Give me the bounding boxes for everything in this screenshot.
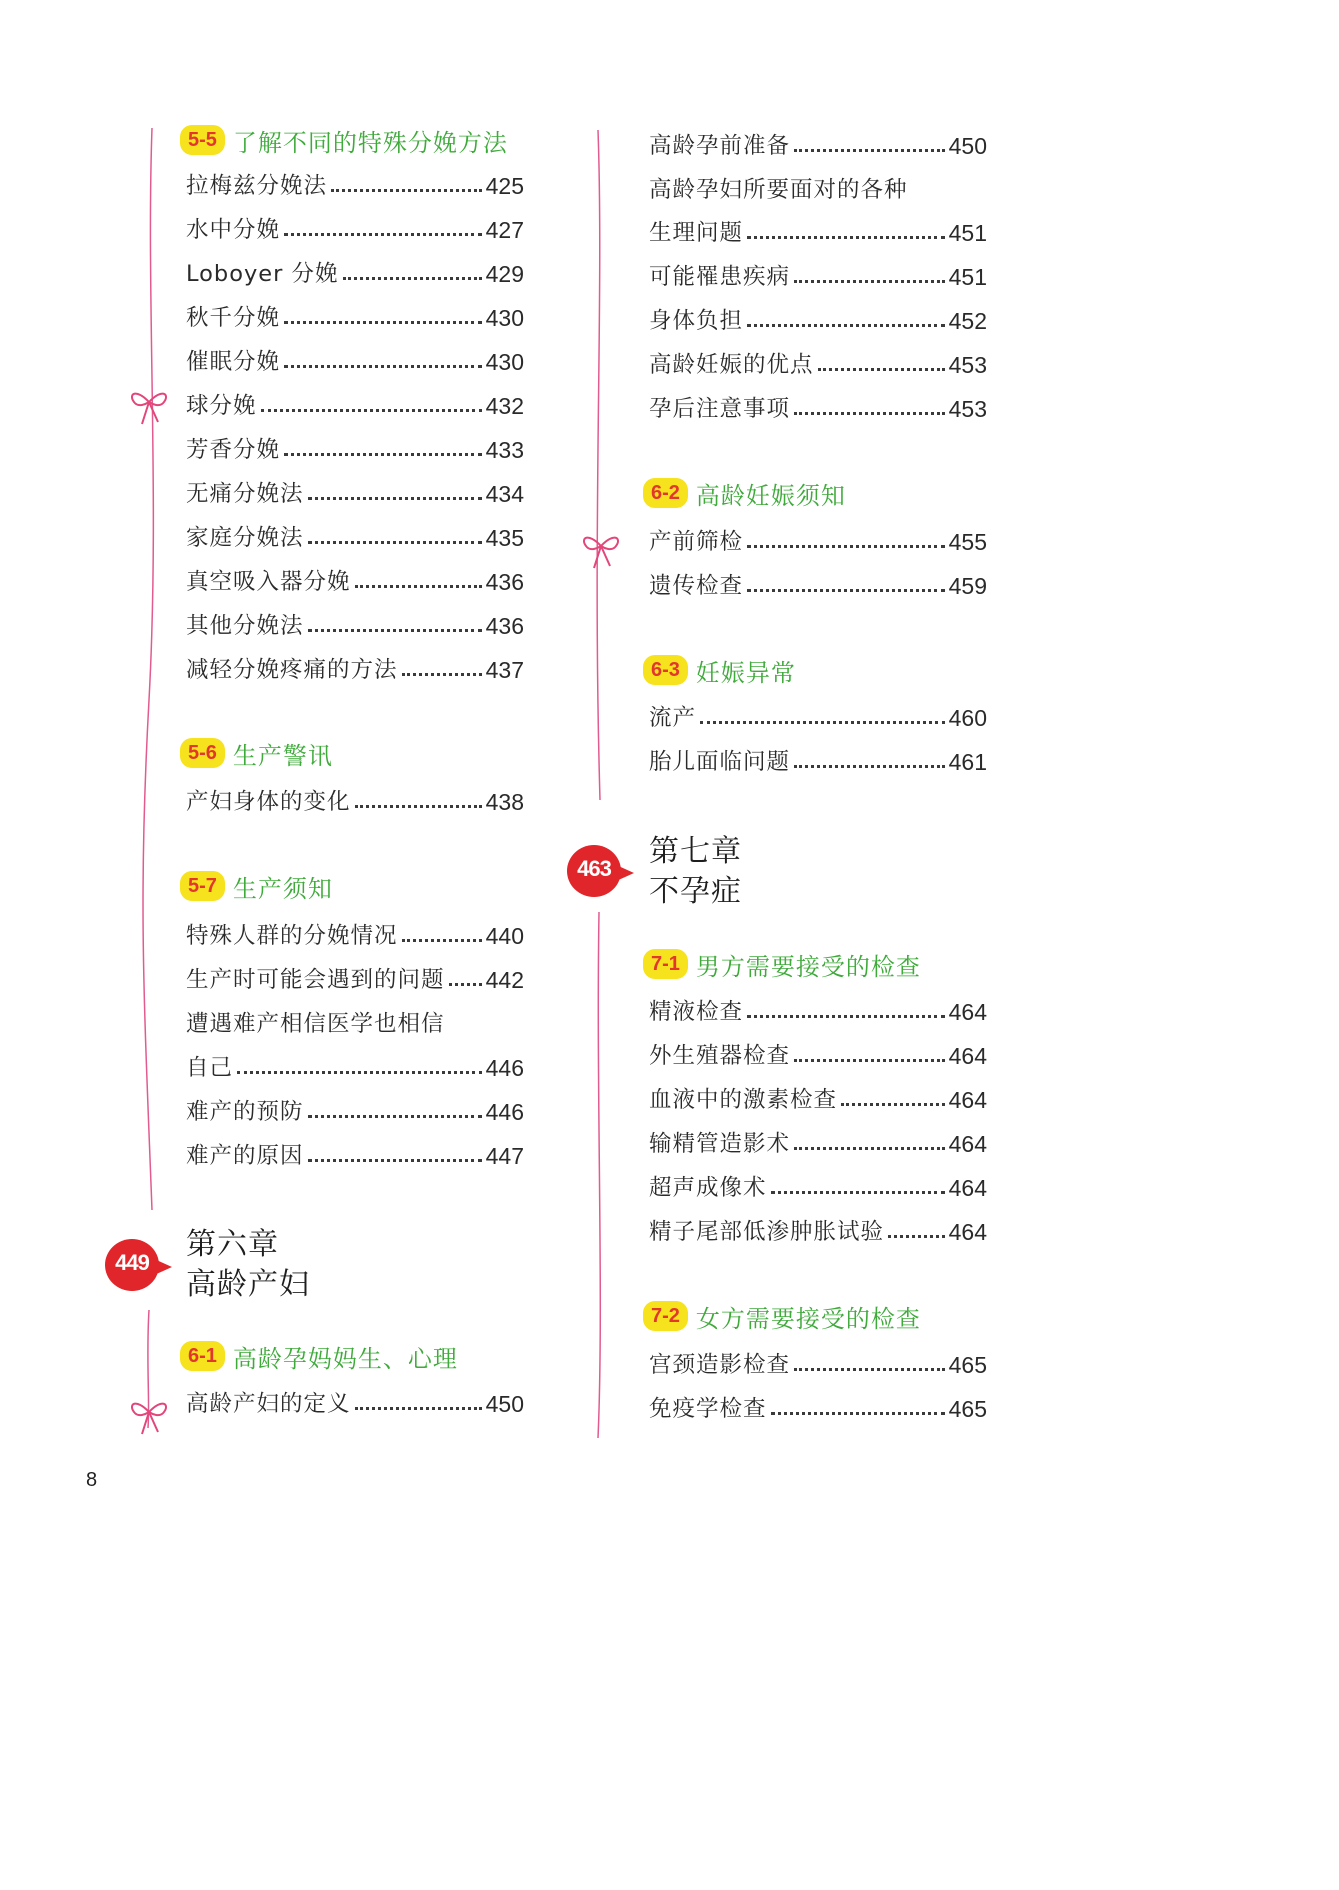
dot-leader — [794, 1147, 945, 1150]
section-title: 妊娠异常 — [695, 658, 796, 687]
toc-entry[interactable] — [649, 566, 987, 600]
section-title: 生产须知 — [232, 874, 333, 903]
dot-leader — [402, 939, 482, 942]
section-number: 5-7 — [180, 871, 225, 901]
chapter-name: 高龄产妇 — [186, 1267, 310, 1302]
section-number: 6-2 — [643, 478, 688, 508]
toc-entry[interactable] — [186, 1048, 524, 1082]
entry-title: 真空吸入器分娩 — [186, 569, 351, 595]
entry-page: 433 — [485, 437, 524, 463]
chapter-start-page: 463 — [577, 856, 611, 881]
entry-title: 生产时可能会遇到的问题 — [186, 967, 445, 993]
chapter-start-page: 449 — [115, 1250, 149, 1275]
section-number: 5-5 — [180, 125, 225, 155]
section-title: 生产警讯 — [232, 741, 333, 770]
entry-page: 435 — [485, 525, 524, 551]
toc-entry[interactable] — [649, 1124, 987, 1158]
entry-page: 436 — [485, 569, 524, 595]
entry-title: 产妇身体的变化 — [186, 789, 351, 815]
entry-title: 难产的原因 — [186, 1143, 304, 1169]
entry-title: 遗传检查 — [649, 573, 744, 599]
entry-title: 胎儿面临问题 — [649, 749, 791, 775]
toc-entry[interactable] — [649, 1036, 987, 1070]
dot-leader — [794, 280, 945, 283]
entry-page: 452 — [948, 308, 987, 334]
entry-page: 450 — [485, 1391, 524, 1417]
toc-entry[interactable] — [186, 606, 524, 640]
toc-entry[interactable] — [186, 518, 524, 552]
dot-leader — [794, 412, 945, 415]
entry-title: 难产的预防 — [186, 1099, 304, 1125]
section-header-7-2[interactable] — [643, 1298, 921, 1334]
entry-title: 水中分娩 — [186, 217, 281, 243]
chapter-title-7[interactable] — [649, 832, 742, 912]
dot-leader — [402, 673, 482, 676]
ribbon-bow-icon — [580, 526, 622, 570]
entry-page: 430 — [485, 349, 524, 375]
entry-title: 催眠分娩 — [186, 349, 281, 375]
dot-leader — [284, 233, 482, 236]
entry-page: 453 — [948, 396, 987, 422]
toc-entry-continued[interactable] — [649, 170, 908, 204]
toc-entry[interactable] — [649, 345, 987, 379]
dot-leader — [771, 1191, 945, 1194]
entry-page: 461 — [948, 749, 987, 775]
entry-title: 可能罹患疾病 — [649, 264, 791, 290]
entry-page: 464 — [948, 1131, 987, 1157]
toc-entry[interactable] — [186, 1092, 524, 1126]
entry-title: 无痛分娩法 — [186, 481, 304, 507]
toc-entry[interactable] — [186, 254, 524, 288]
toc-entry[interactable] — [649, 1389, 987, 1423]
entry-title: 特殊人群的分娩情况 — [186, 923, 398, 949]
section-header-5-7[interactable] — [180, 868, 333, 904]
section-number: 5-6 — [180, 738, 225, 768]
entry-title: 超声成像术 — [649, 1175, 767, 1201]
entry-title: 减轻分娩疼痛的方法 — [186, 657, 398, 683]
entry-title: 秋千分娩 — [186, 305, 281, 331]
entry-title: 其他分娩法 — [186, 613, 304, 639]
toc-entry[interactable] — [186, 430, 524, 464]
entry-page: 429 — [485, 261, 524, 287]
toc-entry[interactable] — [186, 298, 524, 332]
section-header-6-2[interactable] — [643, 475, 846, 511]
toc-entry[interactable] — [186, 562, 524, 596]
entry-page: 464 — [948, 1175, 987, 1201]
section-header-5-6[interactable] — [180, 735, 333, 771]
entry-title: 宫颈造影检查 — [649, 1352, 791, 1378]
entry-page: 465 — [948, 1396, 987, 1422]
entry-page: 455 — [948, 529, 987, 555]
toc-entry[interactable] — [649, 992, 987, 1026]
entry-title: 输精管造影术 — [649, 1131, 791, 1157]
entry-title: 球分娩 — [186, 393, 257, 419]
entry-title: 外生殖器检查 — [649, 1043, 791, 1069]
entry-title: 高龄产妇的定义 — [186, 1391, 351, 1417]
entry-title: 身体负担 — [649, 308, 744, 334]
toc-entry[interactable] — [649, 1080, 987, 1114]
entry-page: 464 — [948, 1087, 987, 1113]
chapter-title-6[interactable] — [186, 1225, 310, 1305]
toc-entry[interactable] — [649, 698, 987, 732]
entry-page: 464 — [948, 1219, 987, 1245]
dot-leader — [343, 277, 482, 280]
section-number: 6-3 — [643, 655, 688, 685]
dot-leader — [308, 629, 482, 632]
entry-title: 芳香分娩 — [186, 437, 281, 463]
section-title: 女方需要接受的检查 — [695, 1304, 921, 1333]
entry-page: 450 — [948, 133, 987, 159]
dot-leader — [284, 321, 482, 324]
dot-leader — [284, 365, 482, 368]
entry-title: 流产 — [649, 705, 697, 731]
toc-entry[interactable] — [649, 301, 987, 335]
section-number: 6-1 — [180, 1341, 225, 1371]
entry-page: 434 — [485, 481, 524, 507]
entry-title: 精液检查 — [649, 999, 744, 1025]
entry-page: 460 — [948, 705, 987, 731]
chapter-number: 第七章 — [649, 834, 742, 869]
entry-title: 高龄孕妇所要面对的各种 — [649, 177, 908, 203]
dot-leader — [794, 1059, 945, 1062]
dot-leader — [308, 1159, 482, 1162]
entry-page: 451 — [948, 220, 987, 246]
section-title: 男方需要接受的检查 — [695, 952, 921, 981]
dot-leader — [747, 545, 945, 548]
dot-leader — [331, 189, 482, 192]
dot-leader — [888, 1235, 945, 1238]
entry-page: 442 — [485, 967, 524, 993]
dot-leader — [771, 1412, 945, 1415]
entry-page: 464 — [948, 999, 987, 1025]
entry-page: 425 — [485, 173, 524, 199]
entry-page: 451 — [948, 264, 987, 290]
dot-leader — [308, 1115, 482, 1118]
entry-title: 孕后注意事项 — [649, 396, 791, 422]
toc-entry[interactable] — [186, 386, 524, 420]
entry-page: 440 — [485, 923, 524, 949]
entry-title: Loboyer 分娩 — [186, 261, 339, 287]
toc-entry[interactable] — [649, 1212, 987, 1246]
entry-page: 453 — [948, 352, 987, 378]
dot-leader — [794, 765, 945, 768]
toc-entry[interactable] — [186, 782, 524, 816]
toc-entry[interactable] — [649, 1345, 987, 1379]
dot-leader — [355, 585, 482, 588]
entry-title: 血液中的激素检查 — [649, 1087, 838, 1113]
section-header-5-5[interactable] — [180, 122, 508, 158]
chapter-badge-icon — [104, 1236, 174, 1298]
toc-entry[interactable] — [649, 1168, 987, 1202]
dot-leader — [355, 1407, 482, 1410]
ribbon-bow-icon — [128, 1392, 170, 1436]
entry-page: 432 — [485, 393, 524, 419]
entry-page: 427 — [485, 217, 524, 243]
section-header-6-1[interactable] — [180, 1338, 458, 1374]
dot-leader — [818, 368, 945, 371]
entry-page: 436 — [485, 613, 524, 639]
chapter-number: 第六章 — [186, 1227, 279, 1262]
section-header-7-1[interactable] — [643, 946, 921, 982]
entry-page: 437 — [485, 657, 524, 683]
toc-entry[interactable] — [186, 210, 524, 244]
toc-entry-continued[interactable] — [186, 1004, 445, 1038]
dot-leader — [355, 805, 482, 808]
toc-entry[interactable] — [186, 960, 524, 994]
section-header-6-3[interactable] — [643, 652, 796, 688]
dot-leader — [794, 1368, 945, 1371]
chapter-name: 不孕症 — [649, 874, 742, 909]
entry-title: 遭遇难产相信医学也相信 — [186, 1011, 445, 1037]
toc-entry[interactable] — [186, 166, 524, 200]
toc-entry[interactable] — [649, 522, 987, 556]
entry-title: 免疫学检查 — [649, 1396, 767, 1422]
dot-leader — [449, 983, 482, 986]
toc-entry[interactable] — [649, 742, 987, 776]
dot-leader — [747, 236, 945, 239]
toc-entry[interactable] — [186, 342, 524, 376]
chapter-badge-icon — [566, 842, 636, 904]
entry-title: 高龄妊娠的优点 — [649, 352, 814, 378]
dot-leader — [284, 453, 482, 456]
entry-title: 家庭分娩法 — [186, 525, 304, 551]
entry-title: 产前筛检 — [649, 529, 744, 555]
toc-entry[interactable] — [186, 1384, 524, 1418]
section-title: 了解不同的特殊分娩方法 — [232, 128, 508, 157]
toc-entry[interactable] — [649, 126, 987, 160]
ribbon-bow-icon — [128, 382, 170, 426]
toc-entry[interactable] — [649, 213, 987, 247]
dot-leader — [747, 324, 945, 327]
entry-title: 拉梅兹分娩法 — [186, 173, 328, 199]
dot-leader — [841, 1103, 945, 1106]
entry-page: 446 — [485, 1055, 524, 1081]
section-number: 7-2 — [643, 1301, 688, 1331]
entry-page: 430 — [485, 305, 524, 331]
dot-leader — [794, 149, 945, 152]
dot-leader — [700, 721, 945, 724]
toc-entry[interactable] — [186, 474, 524, 508]
dot-leader — [308, 541, 482, 544]
dot-leader — [747, 589, 945, 592]
section-number: 7-1 — [643, 949, 688, 979]
entry-page: 446 — [485, 1099, 524, 1125]
entry-title: 自己 — [186, 1055, 234, 1081]
section-title: 高龄孕妈妈生、心理 — [232, 1344, 458, 1373]
toc-entry[interactable] — [186, 650, 524, 684]
entry-page: 438 — [485, 789, 524, 815]
entry-page: 465 — [948, 1352, 987, 1378]
dot-leader — [261, 409, 482, 412]
toc-entry[interactable] — [649, 257, 987, 291]
toc-entry[interactable] — [186, 916, 524, 950]
dot-leader — [747, 1015, 945, 1018]
entry-title: 高龄孕前准备 — [649, 133, 791, 159]
toc-entry[interactable] — [649, 389, 987, 423]
dot-leader — [308, 497, 482, 500]
entry-title: 精子尾部低渗肿胀试验 — [649, 1219, 885, 1245]
entry-title: 生理问题 — [649, 220, 744, 246]
toc-entry[interactable] — [186, 1136, 524, 1170]
entry-page: 459 — [948, 573, 987, 599]
section-title: 高龄妊娠须知 — [695, 481, 846, 510]
page-number: 8 — [86, 1469, 98, 1491]
entry-page: 447 — [485, 1143, 524, 1169]
entry-page: 464 — [948, 1043, 987, 1069]
dot-leader — [237, 1071, 482, 1074]
